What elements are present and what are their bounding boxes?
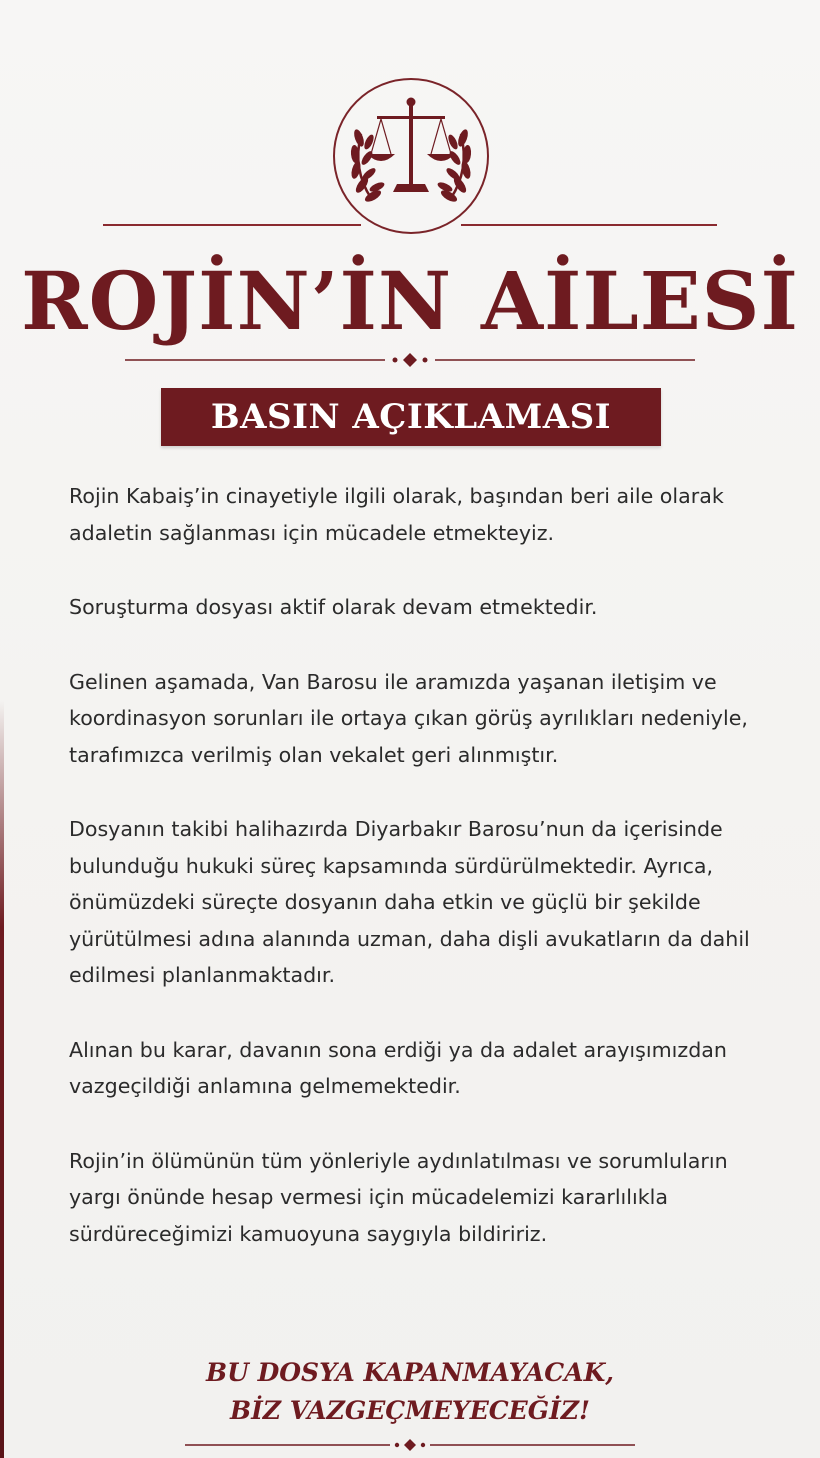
paragraph-1: Rojin Kabaiş’in cinayetiyle ilgili olarak, başından beri aile olarak adaletin sağlanması için mücadele etmekteyiz.: [69, 484, 724, 545]
header-rule-left: [103, 224, 361, 226]
closing-line-1: BU DOSYA KAPANMAYACAK,: [205, 1358, 615, 1387]
press-statement-badge: [161, 388, 661, 446]
ornamental-divider: [125, 352, 695, 368]
left-edge-accent: [0, 700, 4, 1458]
header-rule-right: [461, 224, 717, 226]
paragraph-5: Alınan bu karar, davanın sona erdiği ya da adalet arayışımızdan vazgeçildiği anlamına gelmemektedir.: [69, 1037, 727, 1098]
closing-line-2: BİZ VAZGEÇMEYECEĞİZ!: [229, 1396, 591, 1425]
paragraph-3: Gelinen aşamada, Van Barosu ile aramızda yaşanan iletişim ve koordinasyon sorunları ile ortaya çıkan görüş ayrılıkları nedeniyle, tarafımızca verilmiş olan vekalet geri alınmıştır.: [69, 669, 748, 767]
paragraph-6: Rojin’in ölümünün tüm yönleriyle aydınlatılması ve sorumluların yargı önünde hesap vermesi için mücadelemizi kararlılıkla sürdüreceğimizi kamuoyuna saygıyla bildiririz.: [69, 1148, 728, 1246]
paragraph-4: Dosyanın takibi halihazırda Diyarbakır Barosu’nun da içerisinde bulunduğu hukuki süreç kapsamında sürdürülmektedir. Ayrıca, önümüzdeki süreçte dosyanın daha etkin ve güçlü bir şekilde yürütülmesi adına alanında uzman, daha dişli avukatların da dahil edilmesi planlanmaktadır.: [69, 817, 750, 987]
paragraph-2: Soruşturma dosyası aktif olarak devam etmektedir.: [69, 595, 598, 619]
ornamental-divider-bottom: [185, 1438, 635, 1452]
badge-label: BASIN AÇIKLAMASI: [210, 397, 612, 437]
page-title: ROJİN’İN AİLESİ: [21, 254, 799, 348]
closing-slogan: [0, 1354, 820, 1430]
scales-of-justice-laurel-icon: [331, 76, 491, 236]
statement-body: [69, 478, 759, 1290]
